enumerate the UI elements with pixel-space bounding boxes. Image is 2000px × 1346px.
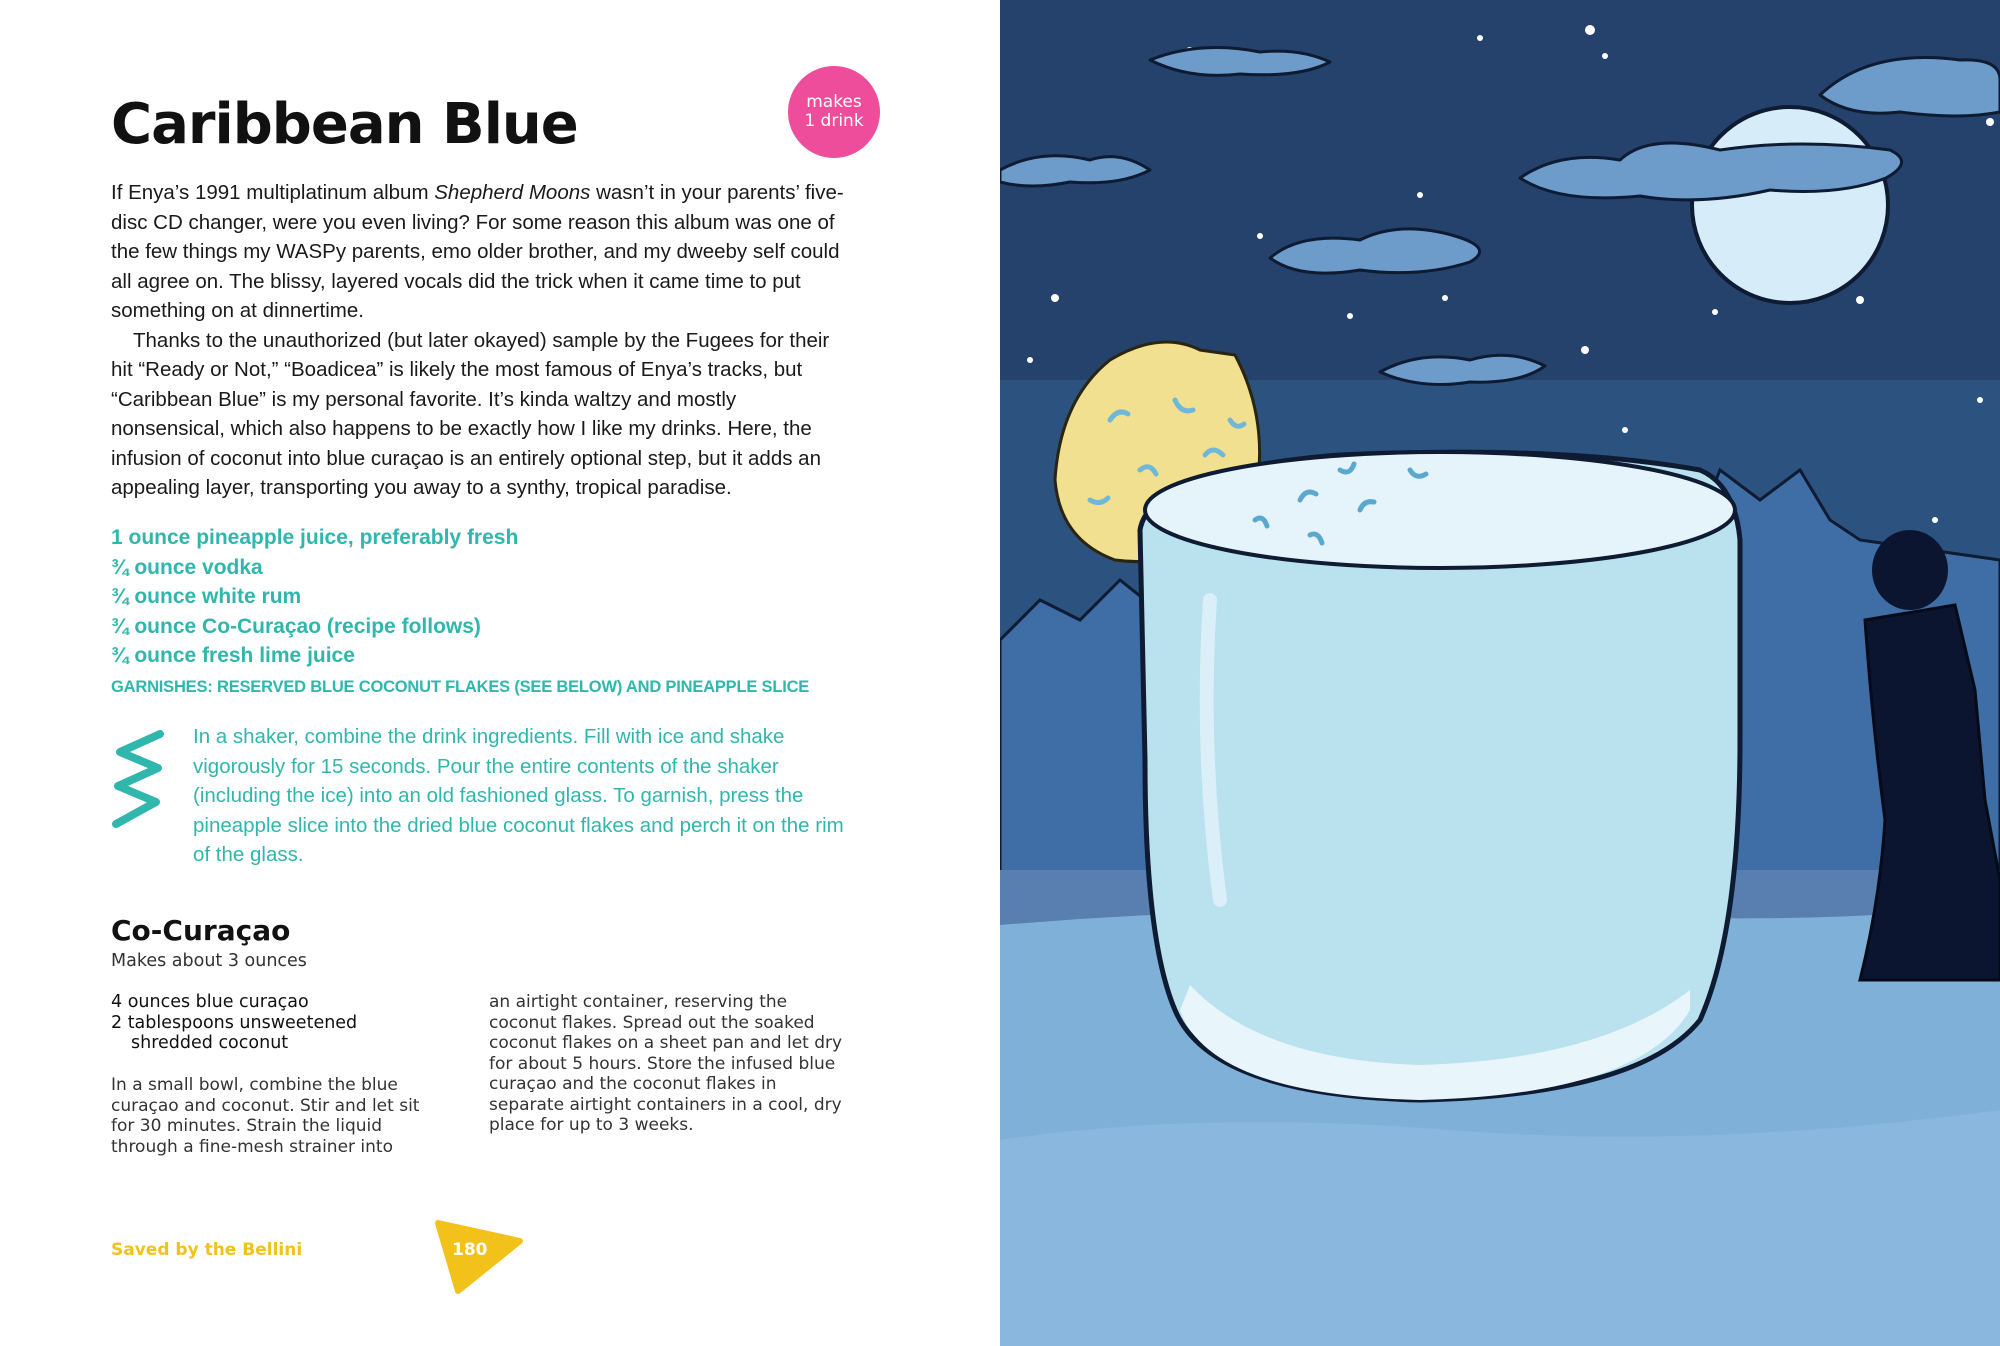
badge-line-2: 1 drink xyxy=(804,111,864,131)
squiggle-icon xyxy=(110,730,172,830)
right-page xyxy=(1000,0,2000,1346)
ingredient-item: ¾ ounce white rum xyxy=(111,585,302,608)
ingredient-item: ¾ ounce Co-Curaçao (recipe follows) xyxy=(111,614,481,638)
cocktail-glass xyxy=(1140,452,1740,1100)
subrecipe-ingredients xyxy=(111,992,441,1054)
subrecipe-method-col1: In a small bowl, combine the blue curaçao and coconut. Stir and let sit for 30 minutes. Strain the liquid through a fine-mesh strainer into xyxy=(111,1075,420,1157)
subrecipe-title: Co-Curaçao xyxy=(111,914,291,947)
makes-badge xyxy=(788,66,880,158)
intro-paragraph-2: Thanks to the unauthorized (but later okayed) sample by the Fugees for their hit “Ready or Not,” “Boadicea” is likely the most famous of Enya’s tracks, but “Caribbean Blue” is my personal favorite. It’s kinda waltzy and mostly nonsensical, which also happens to be exactly how I like my drinks. Here, the infusion of coconut into blue curaçao is an entirely optional step, but it adds an appealing layer, transporting you away to a synthy, tropical paradise. xyxy=(111,328,830,499)
cocktail-illustration xyxy=(1000,0,2000,1346)
subrecipe-ingredient: 2 tablespoons unsweetened xyxy=(111,1012,358,1033)
badge-line-1: makes xyxy=(806,92,862,112)
subrecipe-ingredient-continued: shredded coconut xyxy=(131,1033,289,1053)
ingredient-item: ¾ ounce vodka xyxy=(111,555,263,579)
intro-paragraph-1: If Enya’s 1991 multiplatinum album Shepherd Moons wasn’t in your parents’ five-disc CD changer, were you even living? For some reason this album was one of the few things my WASPy parents, emo older brother, and my dweeby self could all agree on. The blissy, layered vocals did the trick when it came time to put something on at dinnertime. xyxy=(111,181,844,322)
recipe-title: Caribbean Blue xyxy=(111,92,578,157)
subrecipe-yield: Makes about 3 ounces xyxy=(111,951,307,971)
method-text: In a shaker, combine the drink ingredients. Fill with ice and shake vigorously for 15 seconds. Pour the entire contents of the shaker (including the ice) into an old fashioned glass. To garnish, press the pineapple slice into the dried blue coconut flakes and perch it on the rim of the glass. xyxy=(193,725,844,866)
moon xyxy=(1692,107,1888,303)
subrecipe-method-col2: an airtight container, reserving the coconut flakes. Spread out the soaked coconut flakes on a sheet pan and let dry for about 5 hours. Store the infused blue curaçao and the coconut flakes in separate airtight containers in a cool, dry place for up to 3 weeks. xyxy=(489,992,843,1135)
subrecipe-ingredient: 4 ounces blue curaçao xyxy=(111,992,309,1012)
ingredient-item: ¾ ounce fresh lime juice xyxy=(111,644,355,667)
drink-surface xyxy=(1145,452,1735,568)
intro-text xyxy=(111,178,851,503)
album-title: Shepherd Moons xyxy=(434,181,591,204)
ground-shade xyxy=(1000,1110,2000,1346)
garnish-line: GARNISHES: RESERVED BLUE COCONUT FLAKES (SEE BELOW) AND PINEAPPLE SLICE xyxy=(111,677,810,696)
footer-book-title: Saved by the Bellini xyxy=(111,1240,303,1260)
ingredient-item: 1 ounce pineapple juice, preferably fresh xyxy=(111,526,519,549)
ingredient-list xyxy=(111,523,871,701)
page-number: 180 xyxy=(452,1240,488,1260)
